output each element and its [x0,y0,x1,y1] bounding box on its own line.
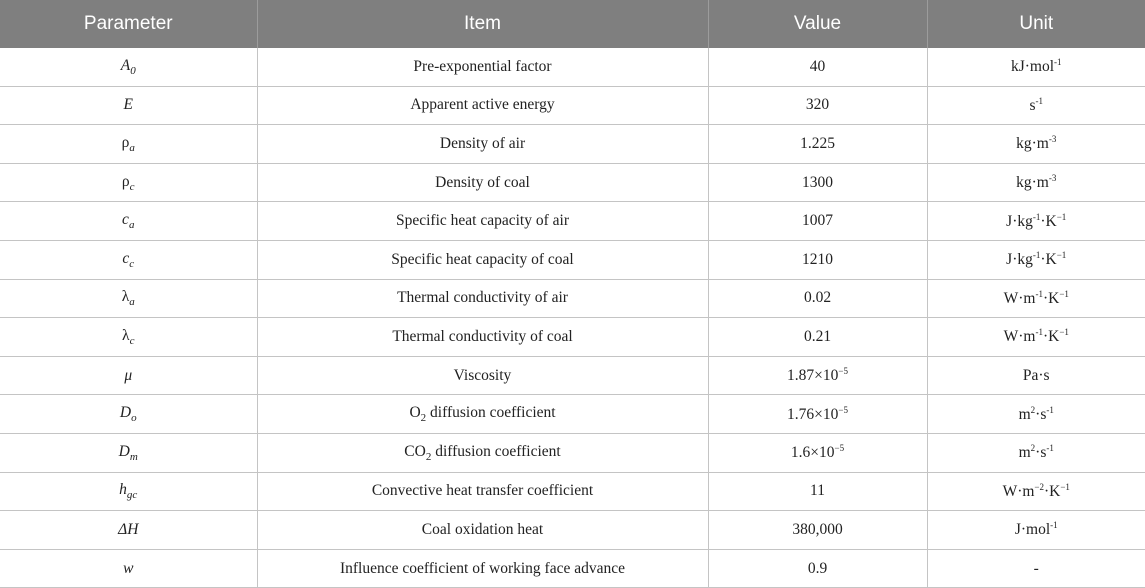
value-cell [708,240,927,279]
value-text: 1.6×10 [790,444,835,462]
unit-cell [927,125,1145,164]
unit-tail-superscript: −1 [1059,288,1069,299]
value-text: 1300 [802,173,833,191]
table-body [0,48,1145,588]
header-parameter: Parameter [0,0,257,48]
symbol-base: A [120,56,131,74]
unit-text: kg·m [1016,135,1049,153]
item-cell [257,48,708,86]
value-text: 1.225 [800,134,835,152]
item-cell [257,356,708,395]
item-cell [257,86,708,125]
item-cell [257,163,708,202]
value-text: 1.76×10 [787,405,839,423]
unit-tail-superscript: −1 [1056,211,1067,222]
item-cell [257,395,708,434]
item-text-tail: diffusion coefficient [431,442,561,460]
value-cell [708,86,927,125]
symbol-base: D [118,442,130,460]
value-text: 1.87×10 [787,367,839,385]
unit-superscript: -1 [1050,520,1058,531]
unit-cell [927,240,1145,279]
unit-text: W·m [1003,289,1036,307]
unit-cell [927,48,1145,86]
symbol-subscript: o [131,412,137,425]
item-cell [257,511,708,550]
unit-tail-superscript: -1 [1046,443,1054,454]
item-text: Coal oxidation heat [421,520,544,538]
parameter-cell [0,472,257,511]
item-cell [257,240,708,279]
value-cell [708,395,927,434]
table-row [0,433,1145,472]
unit-text: J·mol [1014,521,1051,539]
symbol-base: E [123,96,133,114]
symbol-base: ΔH [118,520,139,538]
symbol-base: λ [121,288,130,306]
unit-text-tail: ·K [1040,251,1057,269]
item-text: Influence coefficient of working face advance [339,559,626,577]
unit-cell [927,433,1145,472]
item-text: Convective heat transfer coefficient [371,482,594,500]
header-unit: Unit [927,0,1145,48]
parameter-cell [0,163,257,202]
unit-superscript: -1 [1035,288,1043,299]
unit-cell [927,86,1145,125]
unit-cell [927,318,1145,357]
symbol-base: c [122,211,129,229]
item-text: Apparent active energy [410,96,555,114]
unit-text: J·kg [1006,251,1033,269]
unit-superscript: −2 [1034,481,1044,492]
table-row [0,202,1145,241]
header-item: Item [257,0,708,48]
value-cell [708,202,927,241]
unit-superscript: -1 [1035,327,1043,338]
item-text: Density of air [439,134,526,152]
table-row [0,279,1145,318]
unit-text: W·m [1002,482,1035,500]
value-text: 11 [810,482,825,500]
unit-superscript: -1 [1054,57,1062,68]
unit-cell [927,279,1145,318]
value-cell [708,549,927,588]
item-text: Viscosity [453,366,512,384]
value-cell [708,163,927,202]
value-cell [708,279,927,318]
symbol-subscript: c [129,257,135,270]
unit-text: Pa·s [1022,366,1050,384]
unit-cell [927,472,1145,511]
table-row [0,48,1145,86]
unit-cell [927,163,1145,202]
unit-superscript: 2 [1030,443,1036,454]
symbol-subscript: a [129,142,135,155]
unit-cell [927,395,1145,434]
item-text: Density of coal [435,173,530,191]
value-text: 40 [809,57,826,75]
value-text: 1210 [802,250,833,268]
unit-text: m [1018,444,1031,462]
table-row [0,318,1145,357]
parameter-cell [0,511,257,550]
value-cell [708,318,927,357]
parameter-cell [0,433,257,472]
value-superscript: −5 [834,443,845,454]
unit-text-tail: ·K [1042,289,1060,307]
symbol-subscript: 0 [130,64,136,77]
symbol-base: μ [124,366,133,384]
unit-cell [927,511,1145,550]
item-cell [257,433,708,472]
value-cell [708,125,927,164]
symbol-subscript: c [129,335,135,347]
value-text: 0.02 [803,289,832,307]
parameter-cell [0,202,257,241]
unit-superscript: -3 [1048,173,1057,183]
item-text: Thermal conductivity of air [397,289,568,307]
unit-text-tail: ·K [1040,212,1057,230]
item-subscript: 2 [425,450,432,463]
table-row [0,472,1145,511]
table-row [0,86,1145,125]
parameter-cell [0,549,257,588]
item-cell [257,549,708,588]
table-header-row [0,0,1145,48]
table-row [0,356,1145,395]
table-row [0,549,1145,588]
value-cell [708,356,927,395]
value-superscript: −5 [838,365,848,376]
unit-superscript: 2 [1030,404,1036,415]
item-text: Thermal conductivity of coal [392,327,573,345]
item-cell [257,279,708,318]
unit-text: kJ·mol [1010,58,1055,76]
item-text: CO [404,442,426,460]
table-row [0,125,1145,164]
item-cell [257,202,708,241]
symbol-base: c [122,249,130,267]
symbol-base: w [123,559,134,577]
unit-text-tail: ·s [1035,444,1047,462]
parameter-cell [0,86,257,125]
item-cell [257,318,708,357]
symbol-subscript: c [129,180,135,193]
value-cell [708,48,927,86]
table-row [0,395,1145,434]
symbol-subscript: m [129,450,138,463]
table-row [0,163,1145,202]
value-cell [708,511,927,550]
symbol-base: h [119,481,127,499]
unit-cell [927,356,1145,395]
item-text: O [409,404,421,422]
parameter-cell [0,318,257,357]
unit-text: W·m [1003,328,1036,346]
unit-superscript: -1 [1032,211,1041,222]
unit-text-tail: ·K [1044,482,1061,500]
symbol-base: ρ [121,172,130,190]
parameter-cell [0,240,257,279]
unit-superscript: -1 [1035,95,1044,106]
unit-superscript: -3 [1048,134,1057,145]
symbol-subscript: gc [126,489,138,502]
symbol-base: D [119,404,132,422]
value-text: 320 [805,96,830,114]
parameter-cell [0,279,257,318]
unit-text: - [1033,559,1039,577]
value-text: 380,000 [792,520,843,538]
parameter-cell [0,125,257,164]
unit-tail-superscript: −1 [1056,250,1067,261]
unit-cell [927,549,1145,588]
unit-tail-superscript: −1 [1060,481,1070,492]
parameter-cell [0,395,257,434]
symbol-base: λ [122,326,130,344]
item-text-tail: diffusion coefficient [426,404,556,422]
table-row [0,240,1145,279]
unit-text: J·kg [1006,212,1033,230]
unit-cell [927,202,1145,241]
table-row [0,511,1145,550]
value-cell [708,433,927,472]
item-subscript: 2 [420,412,427,425]
symbol-subscript: a [129,296,135,309]
unit-tail-superscript: -1 [1046,404,1054,415]
value-text: 0.21 [803,327,832,345]
item-text: Specific heat capacity of coal [391,250,574,268]
item-text: Pre-exponential factor [413,57,552,75]
parameter-cell [0,356,257,395]
parameter-cell [0,48,257,86]
item-text: Specific heat capacity of air [396,212,569,230]
value-superscript: −5 [838,404,848,415]
value-text: 1007 [802,212,833,230]
value-cell [708,472,927,511]
unit-text: s [1029,96,1036,114]
symbol-subscript: a [128,219,135,232]
unit-text: kg·m [1016,174,1049,192]
unit-text-tail: ·K [1042,328,1060,346]
unit-tail-superscript: −1 [1059,327,1069,338]
value-text: 0.9 [807,559,828,577]
header-value: Value [708,0,927,48]
unit-text: m [1018,405,1031,423]
item-cell [257,125,708,164]
unit-text-tail: ·s [1035,405,1047,423]
symbol-base: ρ [121,133,130,151]
unit-superscript: -1 [1032,250,1041,261]
item-cell [257,472,708,511]
